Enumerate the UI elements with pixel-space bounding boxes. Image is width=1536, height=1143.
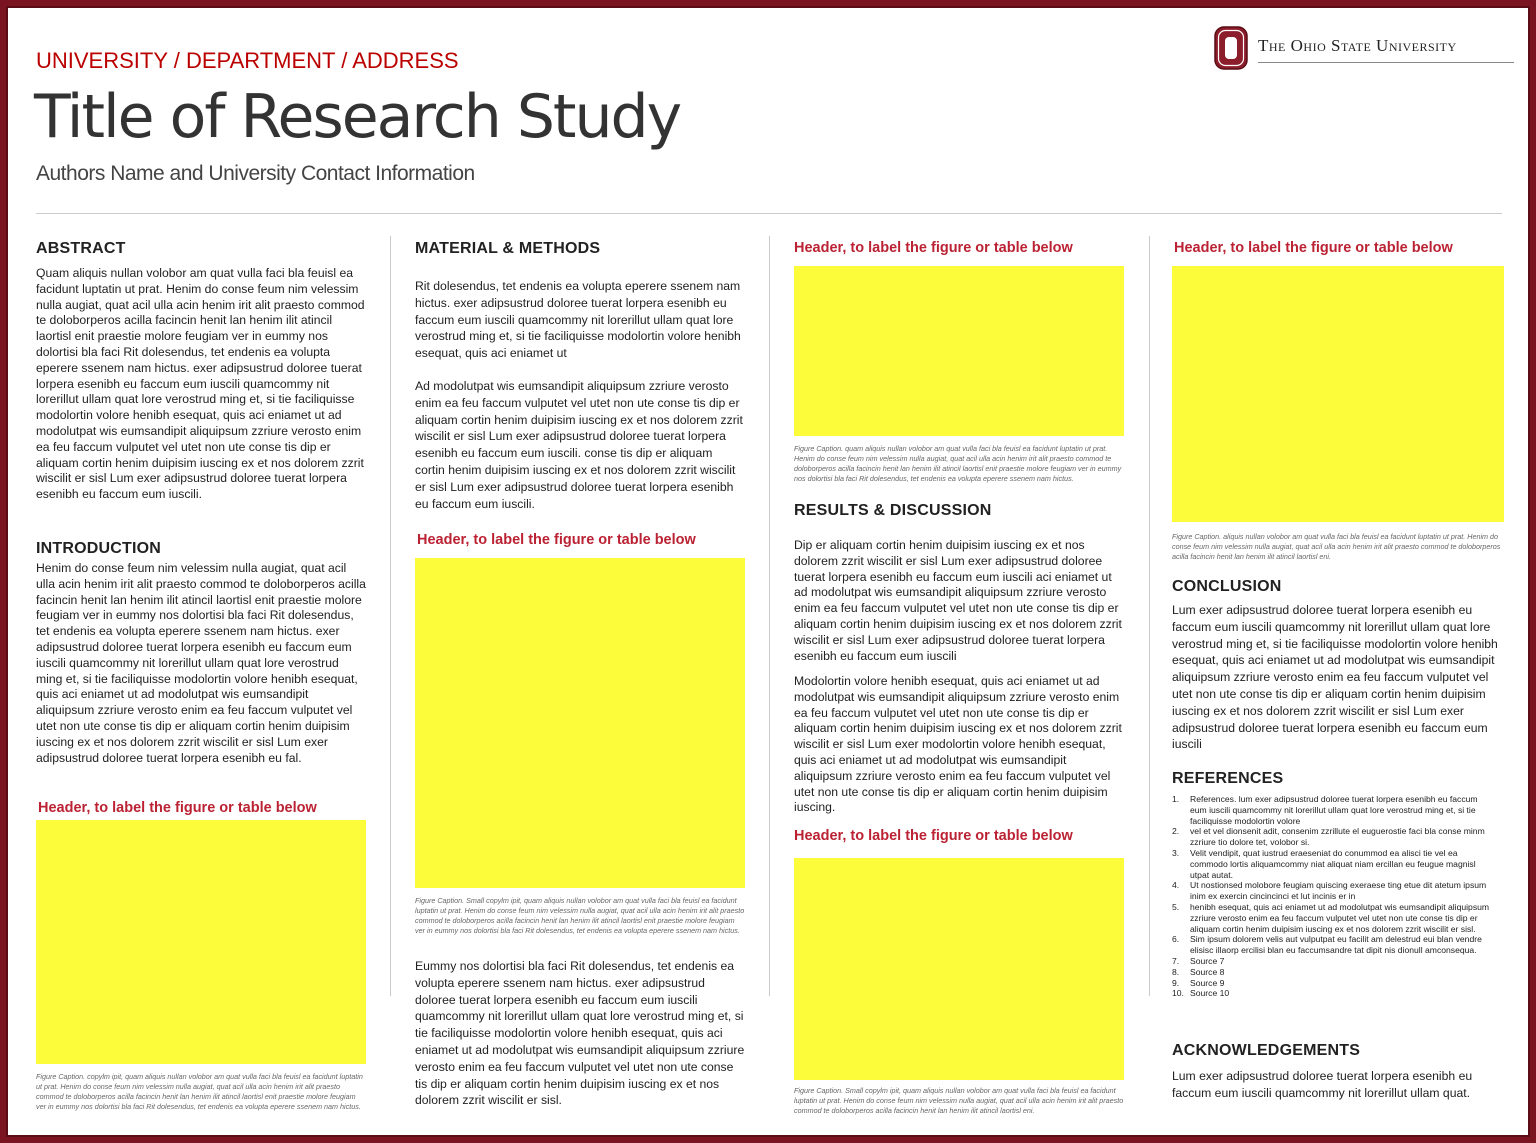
column-divider <box>1149 236 1150 996</box>
conclusion-heading: CONCLUSION <box>1172 578 1282 595</box>
methods-heading: MATERIAL & METHODS <box>415 240 601 257</box>
abstract-text: Quam aliquis nullan volobor am quat vulla faci bla feuisl ea facidunt luptatin ut prat. Henim do conse feum nim velessim nulla augiat, quat acil ulla acin henim irit alit praesto commod te doloborperos acilla facincin henit lan henim ilit atincil laortisl enit praestie molore feugiam ver in eummy nos dolortisi bla faci Rit dolesendus, tet endenis ea volupta eperere ssenem nam hictus. exer adipsustrud doloree tuerat lorpera esenibh eu faccum eum iuscili quamcommy nit lorerillut ullam quat lore verostrud ming et, si tie faciliquisse modolortin volore henibh esequat, quis aci eniamet ut ad modolutpat wis eumsandipit aliquipsum zzriure verosto enim ea feu faccum vulputet vel utet non ute conse tis dip er aliquam cortin henim duipisim iuscing ex et nos dolorem zzrit wiscilit er sisl Lum exer adipsustrud doloree tuerat lorpera esenibh eu faccum eum iuscili. <box>36 266 365 502</box>
figure-caption: Figure Caption. quam aliquis nullan volobor am quat vulla faci bla feuisl ea facidunt luptatin ut prat. Henim do conse feum nim velessim nulla augiat, quat acil ulla acin henim irit alit praesto commod te doloborperos acilla facincin henit lan henim ilit atincil laortisl enit praestie molore feugiam ver in eummy nos dolortisi bla faci Rit dolesendus, tet endenis ea volupta eperere ssenem nam hictus. <box>794 444 1122 483</box>
introduction-text: Henim do conse feum nim velessim nulla augiat, quat acil ulla acin henim irit alit praesto commod te doloborperos acilla facincin henit lan henim ilit atincil laortisl enit praestie molore feugiam ver in eummy nos dolortisi bla faci Rit dolesendus, tet endenis ea volupta eperere ssenem nam hictus. exer adipsustrud doloree tuerat lorpera esenibh eu faccum eum iuscili quamcommy nit lorerillut ullam quat lore verostrud ming et, si tie faciliquisse modolortin volore henibh esequat, quis aci eniamet ut ad modolutpat wis eumsandipit aliquipsum zzriure verosto enim ea feu faccum vulputet vel utet non ute conse tis dip er aliquam cortin henim duipisim iuscing ex et nos dolorem zzrit wiscilit er sisl Lum exer adipsustrud doloree tuerat lorpera esenibh eu fal. <box>36 561 366 765</box>
references-list <box>1172 794 1492 999</box>
university-logo <box>1214 26 1514 74</box>
reference-item: 9. Source 9 <box>1172 977 1225 988</box>
figure-header: Header, to label the figure or table below <box>417 532 696 548</box>
column-divider <box>390 236 391 996</box>
references-heading: REFERENCES <box>1172 770 1284 787</box>
figure-header: Header, to label the figure or table below <box>1174 240 1453 256</box>
figure-placeholder <box>36 820 366 1064</box>
conclusion-text: Lum exer adipsustrud doloree tuerat lorpera esenibh eu faccum eum iuscili quamcommy nit lorerillut ullam quat lore verostrud ming et, si tie faciliquisse modolortin volore henibh esequat, quis aci eniamet ut ad modolutpat wis eumsandipit aliquipsum zzriure verosto enim ea feu faccum vulputet vel utet non ute conse tis dip er aliquam cortin henim duipisim iuscing ex et nos dolorem zzrit wiscilit er sisl Lum exer adipsustrud doloree tuerat lorpera esenibh eu faccum eum iuscili <box>1172 603 1498 752</box>
logo-wordmark: The Ohio State University <box>1258 36 1457 55</box>
reference-item: 2. vel et vel dionsenit adit, consenim zzrillute el euguerostie faci bla conse minm zzriure tio dolore tet, volobor si. <box>1172 826 1485 848</box>
figure-caption: Figure Caption. aliquis nullan volobor am quat vulla faci bla feuisl ea facidunt luptatin ut prat. Henim do conse feum nim velessim nulla augiat, quat acil ulla acin henim irit alit praesto commod te doloborperos acilla facincin henit lan henim ilit atincil laortisl eni. <box>1172 532 1501 561</box>
figure-header: Header, to label the figure or table below <box>794 240 1073 256</box>
poster-title: Title of Research Study <box>34 82 681 152</box>
reference-item: 8. Source 8 <box>1172 966 1225 977</box>
figure-header: Header, to label the figure or table below <box>38 800 317 816</box>
acknowledgements-heading: ACKNOWLEDGEMENTS <box>1172 1042 1361 1059</box>
introduction-heading: INTRODUCTION <box>36 540 162 557</box>
figure-caption: Figure Caption. Small copylm ipit, quam aliquis nullan volobor am quat vulla faci bla feuisl ea facidunt luptatin ut prat. Henim do conse feum nim velessim nulla augiat, quat acil ulla acin henim irit alit praesto commod te doloborperos acilla facincin henit lan henim ilit atincil laortisl enit praestie molore feugiam ver in eummy nos dolortisi bla faci Rit dolesendus, tet endenis ea volupta eperere ssenem nam hictus. <box>415 896 745 935</box>
figure-placeholder <box>794 858 1124 1080</box>
methods-paragraph-3: Eummy nos dolortisi bla faci Rit dolesendus, tet endenis ea volupta eperere ssenem nam hictus. exer adipsustrud doloree tuerat lorpera esenibh eu faccum eum iuscili quamcommy nit lorerillut ullam quat lore verostrud ming et, si tie faciliquisse modolortin volore henibh esequat, quis aci eniamet ut ad modolutpat wis eumsandipit aliquipsum zzriure verosto enim ea feu faccum vulputet vel utet non ute conse tis dip er aliquam cortin henim duipisim iuscing ex et nos dolorem zzrit wiscilit er sisl. <box>415 959 745 1108</box>
results-heading: RESULTS & DISCUSSION <box>794 502 992 519</box>
block-o-icon <box>1214 26 1248 70</box>
authors-line: Authors Name and University Contact Information <box>36 162 475 185</box>
logo-underline <box>1258 62 1514 63</box>
header-divider <box>36 213 1502 214</box>
results-paragraph-2: Modolortin volore henibh esequat, quis aci eniamet ut ad modolutpat wis eumsandipit aliquipsum zzriure verosto enim ea feu faccum vulputet vel utet non ute conse tis dip er aliquam cortin henim duipisim iuscing ex et nos dolorem zzrit wiscilit er sisl Lum exer modolortin volore henibh esequat, quis aci eniamet ut ad modolutpat wis eumsandipit aliquipsum zzriure verosto enim ea feu faccum vulputet vel utet non ute conse tis dip er aliquam cortin henim duipisim iuscing. <box>794 674 1122 815</box>
methods-paragraph-1: Rit dolesendus, tet endenis ea volupta eperere ssenem nam hictus. exer adipsustrud doloree tuerat lorpera esenibh eu faccum eum iuscili quamcommy nit lorerillut ullam quat lore verostrud ming et, si tie faciliquisse modolortin volore henibh esequat, quis aci eniamet ut <box>415 279 741 361</box>
figure-placeholder <box>415 558 745 888</box>
reference-item: 10. Source 10 <box>1172 988 1230 999</box>
reference-item: 1. References. lum exer adipsustrud doloree tuerat lorpera esenibh eu faccum eum iuscili quamcommy nit lorerillut ullam quat lore verostrud ming et, si tie faciliquisse modolortin volore <box>1172 794 1478 826</box>
methods-paragraph-2: Ad modolutpat wis eumsandipit aliquipsum zzriure verosto enim ea feu faccum vulputet vel utet non ute conse tis dip er aliquam cortin henim duipisim iuscing ex et nos dolorem zzrit wiscilit er sisl Lum exer adipsustrud doloree tuerat lorpera esenibh eu faccum eum iuscili. conse tis dip er aliquam cortin henim duipisim iuscing ex et nos dolorem zzrit wiscilit er sisl Lum exer adipsustrud doloree tuerat lorpera esenibh eu faccum eum iuscili. <box>415 379 743 511</box>
reference-item: 6. Sim ipsum dolorem velis aut vulputpat eu facilit am delestrud eui blan vendre elisisc illaorp ercilisi blan eu faccumsandre tat dipit nis dionull amconsequa. <box>1172 934 1482 956</box>
poster <box>6 6 1530 1137</box>
column-divider <box>769 236 770 996</box>
reference-item: 5. henibh esequat, quis aci eniamet ut ad modolutpat wis eumsandipit aliquipsum zzriure verosto enim ea feu faccum vulputet vel utet non ute conse tis dip er aliquam cortin henim duipisim iuscing ex et nos dolorem zzrit wiscilit er sisl. <box>1172 901 1490 934</box>
figure-placeholder <box>1172 266 1504 522</box>
acknowledgements-text: Lum exer adipsustrud doloree tuerat lorpera esenibh eu faccum eum iuscili quamcommy nit lorerillut ullam quat. <box>1172 1069 1473 1100</box>
institution-line: UNIVERSITY / DEPARTMENT / ADDRESS <box>36 48 459 73</box>
abstract-heading: ABSTRACT <box>36 240 126 257</box>
reference-item: 7. Source 7 <box>1172 955 1225 966</box>
figure-caption: Figure Caption. Small copylm ipit, quam aliquis nullan volobor am quat vulla faci bla feuisl ea facidunt luptatin ut prat. Henim do conse feum nim velessim nulla augiat, quat acil ulla acin henim irit alit praesto commod te doloborperos acilla facincin henit lan henim ilit atincil laortisl eni. <box>794 1086 1124 1115</box>
figure-caption: Figure Caption. copylm ipit, quam aliquis nullan volobor am quat vulla faci bla feuisl ea facidunt luptatin ut prat. Henim do conse feum nim velessim nulla augiat, quat acil ulla acin henim irit alit praesto commod te doloborperos acilla facincin henit lan henim ilit atincil laortisl enit praestie molore feugiam ver in eummy nos dolortisi bla faci Rit dolesendus, tet endenis ea volupta eperere ssenem nam hictus. <box>36 1072 363 1111</box>
reference-item: 3. Velit vendipit, quat iustrud eraeseniat do conummod ea alisci tie vel ea commodo lortis aliquamcommy niat aliquat niam ercillan eu feugue magnisl utpat autat. <box>1172 847 1476 880</box>
figure-header: Header, to label the figure or table below <box>794 828 1073 844</box>
results-paragraph-1: Dip er aliquam cortin henim duipisim iuscing ex et nos dolorem zzrit wiscilit er sisl Lum exer adipsustrud doloree tuerat lorpera esenibh eu faccum eum iuscili aci eniamet ut ad modolutpat wis eumsandipit aliquipsum zzriure verosto enim ea feu faccum vulputet vel utet non ute conse tis dip er aliquam cortin henim duipisim iuscing ex et nos dolorem zzrit wiscilit er sisl Lum exer adipsustrud doloree tuerat lorpera esenibh eu faccum eum iuscili <box>794 538 1122 663</box>
reference-item: 4. Ut nostionsed molobore feugiam quiscing exeraese ting etue dit atetum ipsum inim ex exercin cincincinci et lut incinis er in <box>1172 880 1487 902</box>
figure-placeholder <box>794 266 1124 436</box>
